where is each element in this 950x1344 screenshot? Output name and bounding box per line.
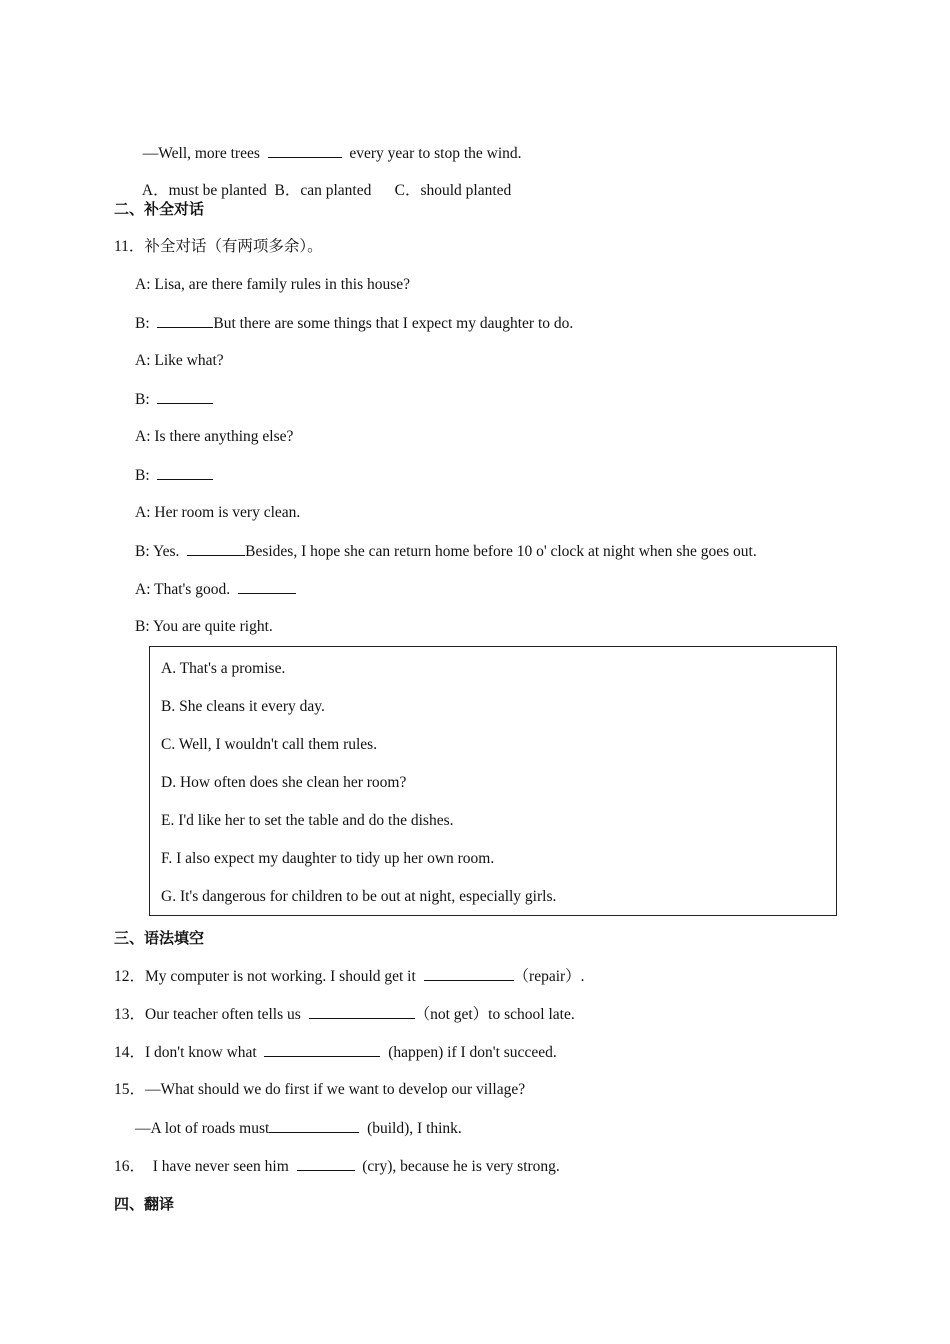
question-text: 13．Our teacher often tells us <box>114 1006 301 1023</box>
choice-item[interactable]: B. She cleans it every day. <box>161 698 325 715</box>
question-line <box>114 1156 560 1177</box>
dialogue-line <box>135 351 224 371</box>
option-b[interactable]: B．can planted <box>274 182 372 199</box>
dialogue-line <box>135 503 300 523</box>
answer-blank[interactable] <box>297 1156 355 1171</box>
dialogue-text: B: You are quite right. <box>135 618 273 635</box>
answer-blank[interactable] <box>187 541 245 556</box>
dialogue-speaker: B: <box>135 391 150 408</box>
question-text: 14．I don't know what <box>114 1044 257 1061</box>
dialogue-text: A: Lisa, are there family rules in this house? <box>135 276 411 293</box>
dialogue-line <box>135 465 213 486</box>
dialogue-line <box>135 389 213 410</box>
choice-item[interactable]: C. Well, I wouldn't call them rules. <box>161 736 378 753</box>
question-text: 15．—What should we do first if we want to develop our village? <box>114 1081 526 1098</box>
dialogue-text: A: Her room is very clean. <box>135 504 301 521</box>
dialogue-line <box>135 313 573 334</box>
q10-answer-suffix: every year to stop the wind. <box>349 145 522 162</box>
question-text: 12．My computer is not working. I should get it <box>114 968 416 985</box>
question-text: 16． I have never seen him <box>114 1158 289 1175</box>
choices-box <box>149 646 837 916</box>
dialogue-speaker: B: Yes. <box>135 543 180 560</box>
answer-blank[interactable] <box>268 143 342 158</box>
section-heading: 三、语法填空 <box>114 929 205 947</box>
question-hint: (build), I think. <box>367 1120 462 1137</box>
dialogue-line <box>135 541 757 562</box>
question-hint: (cry), because he is very strong. <box>362 1158 560 1175</box>
question-hint: （not get）to school late. <box>414 1006 575 1023</box>
dialogue-text: But there are some things that I expect my daughter to do. <box>213 315 574 332</box>
answer-blank[interactable] <box>269 1118 359 1133</box>
question-line <box>114 1042 557 1063</box>
dialogue-text: Besides, I hope she can return home before 10 o' clock at night when she goes out. <box>245 543 757 560</box>
question-text: —A lot of roads must <box>135 1120 270 1137</box>
dialogue-line <box>135 579 296 600</box>
answer-blank[interactable] <box>238 579 296 594</box>
choice-item[interactable]: G. It's dangerous for children to be out at night, especially girls. <box>161 888 557 905</box>
question-hint: (happen) if I don't succeed. <box>388 1044 557 1061</box>
choice-item[interactable]: F. I also expect my daughter to tidy up her own room. <box>161 850 495 867</box>
question-line <box>135 1118 462 1139</box>
dialogue-speaker: B: <box>135 315 150 332</box>
section-heading: 二、补全对话 <box>114 200 205 218</box>
question-line <box>114 1080 525 1100</box>
answer-blank[interactable] <box>157 389 213 404</box>
dialogue-speaker: B: <box>135 467 150 484</box>
dialogue-line <box>135 275 410 295</box>
section-heading: 四、翻译 <box>114 1195 175 1213</box>
answer-blank[interactable] <box>157 313 213 328</box>
choice-item[interactable]: E. I'd like her to set the table and do the dishes. <box>161 812 454 829</box>
question-line <box>114 1004 575 1025</box>
dialogue-text: A: Is there anything else? <box>135 428 294 445</box>
answer-blank[interactable] <box>157 465 213 480</box>
choice-item[interactable]: A. That's a promise. <box>161 660 286 677</box>
q10-options <box>135 161 511 201</box>
question-title: 11．补全对话（有两项多余）。 <box>114 238 323 255</box>
dialogue-line <box>135 427 293 447</box>
dialogue-speaker: A: That's good. <box>135 581 231 598</box>
option-a[interactable]: A．must be planted <box>141 182 267 199</box>
dialogue-text: A: Like what? <box>135 352 224 369</box>
q10-answer-line <box>135 123 522 164</box>
question-line <box>114 966 585 987</box>
choice-item[interactable]: D. How often does she clean her room? <box>161 774 407 791</box>
q10-answer-prefix: —Well, more trees <box>142 145 260 162</box>
answer-blank[interactable] <box>264 1042 380 1057</box>
dialogue-line <box>135 617 273 637</box>
option-c[interactable]: C．should planted <box>394 182 512 199</box>
answer-blank[interactable] <box>309 1004 415 1019</box>
answer-blank[interactable] <box>424 966 514 981</box>
question-hint: （repair）. <box>513 968 585 985</box>
